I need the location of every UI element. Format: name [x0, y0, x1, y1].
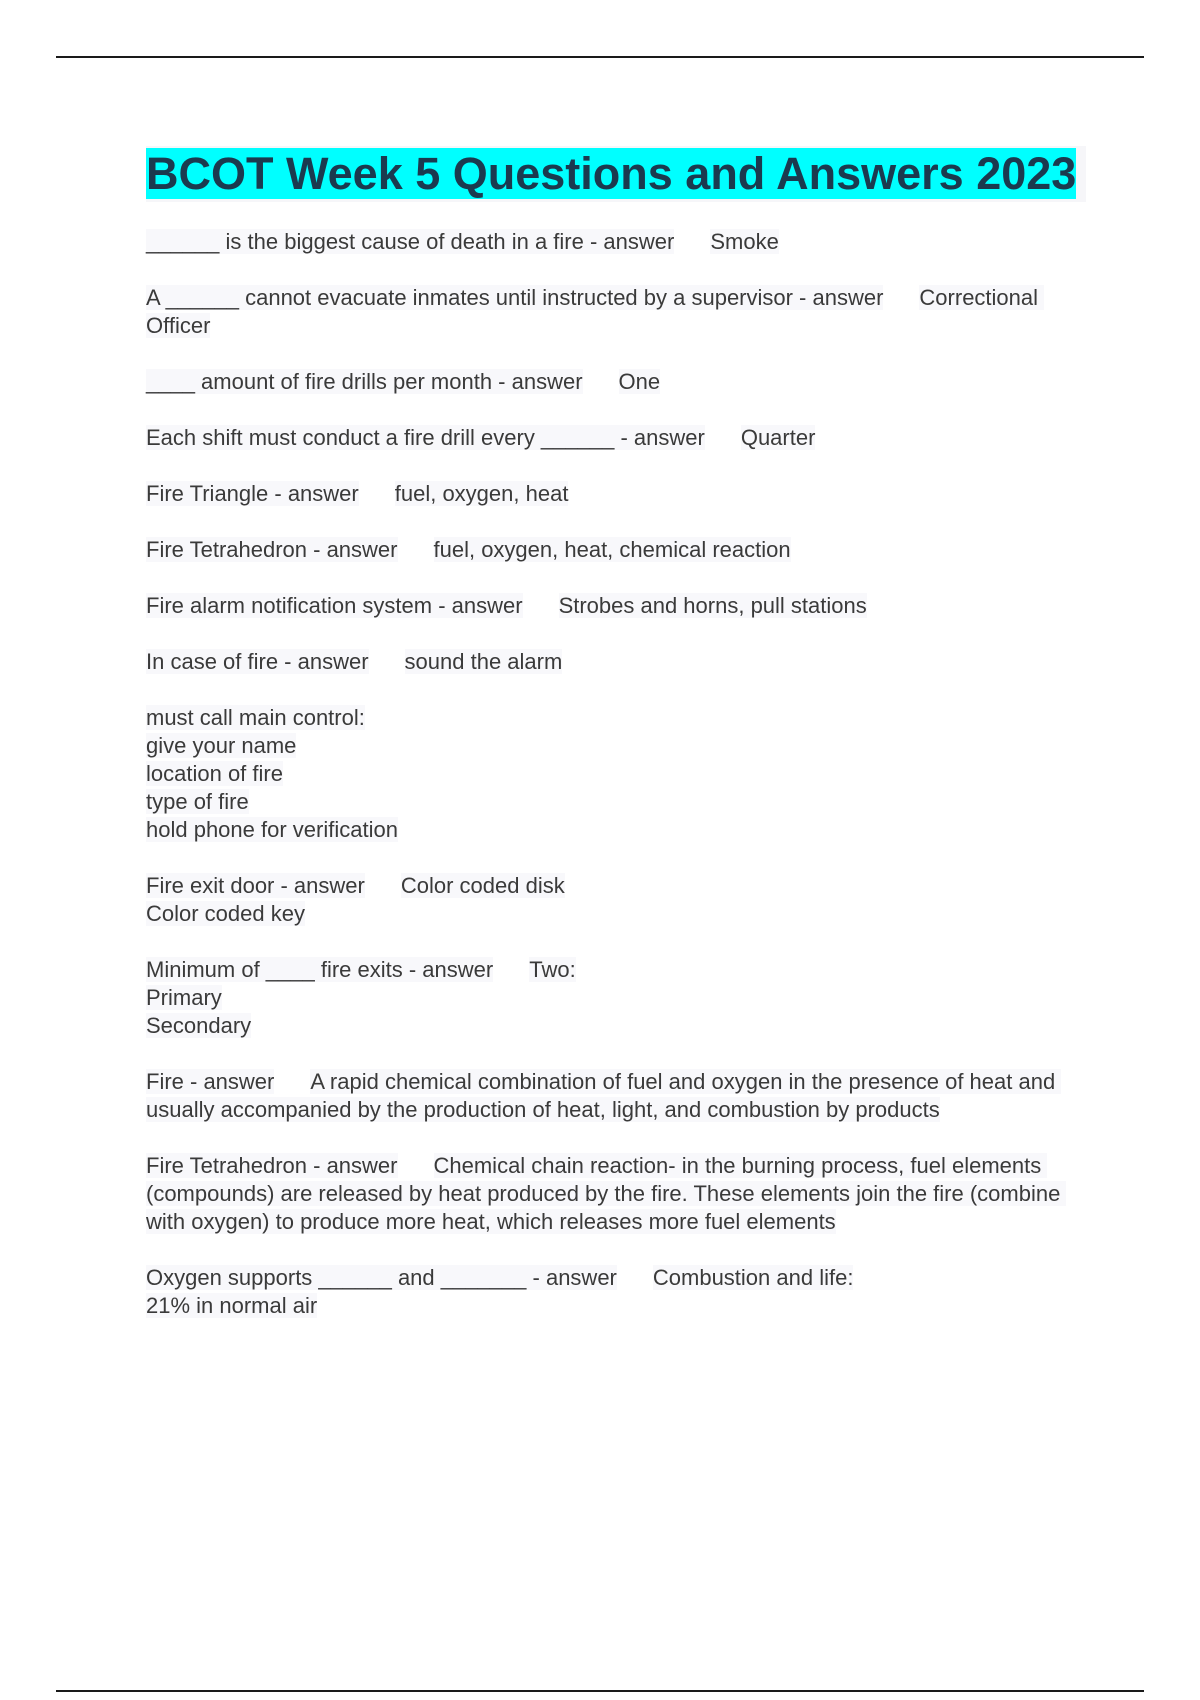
qa-item — [146, 704, 1086, 844]
page-title — [146, 146, 1086, 202]
qa-item — [146, 1068, 1086, 1124]
question-text: Fire exit door - answer — [146, 873, 365, 898]
qa-item — [146, 592, 1086, 620]
qa-item — [146, 284, 1086, 340]
qa-item — [146, 228, 1086, 256]
answer-text: Quarter — [740, 425, 816, 450]
answer-text: Two: Primary Secondary — [146, 957, 576, 1038]
bottom-rule — [56, 1690, 1144, 1692]
question-text: ____ amount of fire drills per month - answer — [146, 369, 583, 394]
qa-item — [146, 956, 1086, 1040]
title-block — [146, 146, 1086, 202]
qa-item — [146, 480, 1086, 508]
answer-text: fuel, oxygen, heat — [394, 481, 569, 506]
qa-item — [146, 648, 1086, 676]
answer-text: Smoke — [710, 229, 779, 254]
question-text: ______ is the biggest cause of death in a fire - answer — [146, 229, 675, 254]
answer-text: sound the alarm — [404, 649, 563, 674]
qa-item — [146, 1264, 1086, 1320]
answer-text: Correctional Officer — [146, 285, 1045, 338]
qa-item — [146, 1152, 1086, 1236]
question-text: Each shift must conduct a fire drill every ______ - answer — [146, 425, 705, 450]
question-text: Fire alarm notification system - answer — [146, 593, 523, 618]
answer-text: Color coded disk Color coded key — [146, 873, 565, 926]
answer-text: One — [618, 369, 661, 394]
answer-text: fuel, oxygen, heat, chemical reaction — [433, 537, 791, 562]
question-text: Fire Tetrahedron - answer — [146, 537, 398, 562]
title-highlight: BCOT Week 5 Questions and Answers 2023 — [146, 148, 1077, 199]
answer-text: Chemical chain reaction- in the burning process, fuel elements (compounds) are released by heat produced by the fire. These elements join the fire (combine with oxygen) to produce more heat, which releases more fuel elements — [146, 1153, 1067, 1234]
answer-text: Strobes and horns, pull stations — [558, 593, 867, 618]
answer-text: must call main control: give your name location of fire type of fire hold phone for verification — [146, 705, 398, 842]
question-text: Fire Tetrahedron - answer — [146, 1153, 398, 1178]
question-text: In case of fire - answer — [146, 649, 369, 674]
top-rule — [56, 56, 1144, 58]
question-text: A ______ cannot evacuate inmates until instructed by a supervisor - answer — [146, 285, 884, 310]
document-body — [146, 146, 1086, 1348]
qa-item — [146, 424, 1086, 452]
question-text: Fire - answer — [146, 1069, 275, 1094]
question-text: Minimum of ____ fire exits - answer — [146, 957, 494, 982]
qa-item — [146, 536, 1086, 564]
qa-item — [146, 368, 1086, 396]
answer-text: A rapid chemical combination of fuel and oxygen in the presence of heat and usually accompanied by the production of heat, light, and combustion by products — [146, 1069, 1062, 1122]
answer-text: Combustion and life: 21% in normal air — [146, 1265, 854, 1318]
qa-item — [146, 872, 1086, 928]
question-text: Fire Triangle - answer — [146, 481, 359, 506]
question-text: Oxygen supports ______ and _______ - answer — [146, 1265, 617, 1290]
